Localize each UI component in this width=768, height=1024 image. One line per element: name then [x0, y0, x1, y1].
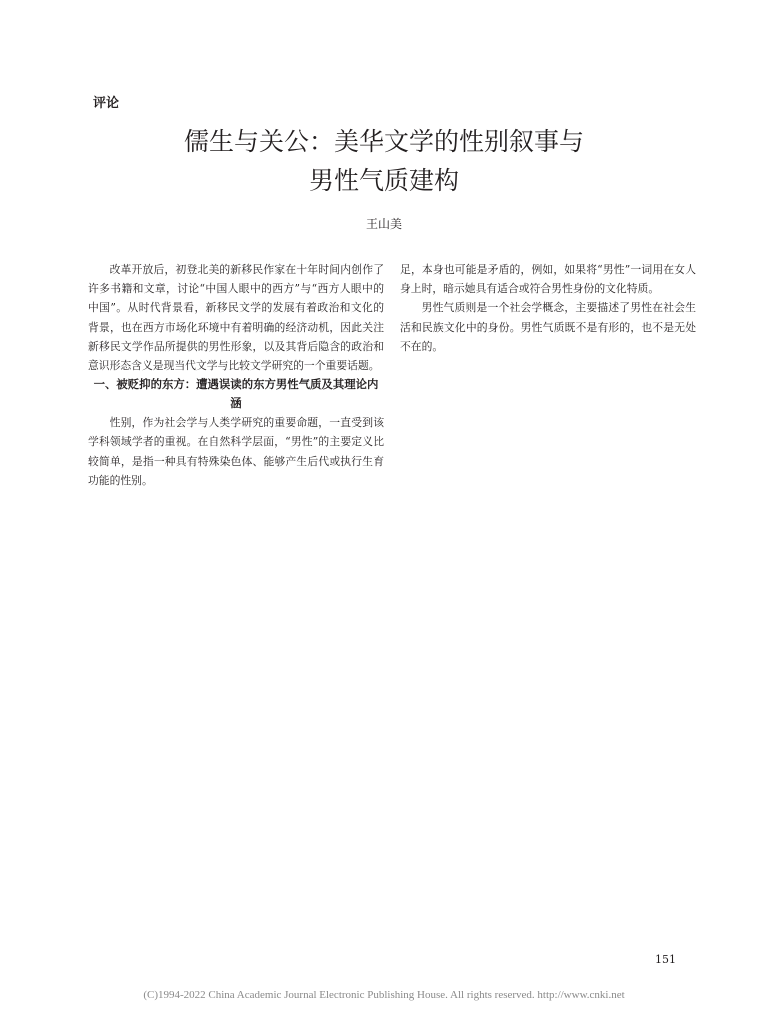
left-column: [88, 260, 384, 490]
page-number: 151: [655, 953, 676, 966]
paragraph: 改革开放后，初登北美的新移民作家在十年时间内创作了许多书籍和文章，讨论“中国人眼中的西方”与“西方人眼中的中国”。从时代背景看，新移民文学的发展有着政治和文化的背景，也在西方市场化环境中有着明确的经济动机，因此关注新移民文学作品所提供的男性形象，以及其背后隐含的政治和意识形态含义是现当代文学与比较文学研究的一个重要话题。: [88, 263, 384, 373]
copyright-footer: (C)1994-2022 China Academic Journal Electronic Publishing House. All rights reserved. http://www.cnki.net: [143, 989, 625, 1001]
title-line-2: 男性气质建构: [308, 166, 459, 195]
section-tag: 评论: [93, 96, 120, 111]
paragraph: 男性气质则是一个社会学概念，主要描述了男性在社会生活和民族文化中的身份。男性气质既不是有形的，也不是无处不在的。: [400, 301, 696, 353]
section-heading: 一、被贬抑的东方：遭遇误读的东方男性气质及其理论内涵: [93, 377, 379, 411]
paragraph: 足，本身也可能是矛盾的，例如，如果将“男性”一词用在女人身上时，暗示她具有适合或符合男性身份的文化特质。: [400, 263, 696, 296]
paragraph: 性别，作为社会学与人类学研究的重要命题，一直受到该学科领域学者的重视。在自然科学层面，“男性”的主要定义比较简单，是指一种具有特殊染色体、能够产生后代或执行生育功能的性别。: [88, 416, 384, 487]
title-line-1: 儒生与关公：美华文学的性别叙事与: [183, 127, 584, 156]
right-column: [400, 260, 696, 356]
author: 王山美: [365, 217, 402, 231]
article-title: [100, 122, 668, 200]
